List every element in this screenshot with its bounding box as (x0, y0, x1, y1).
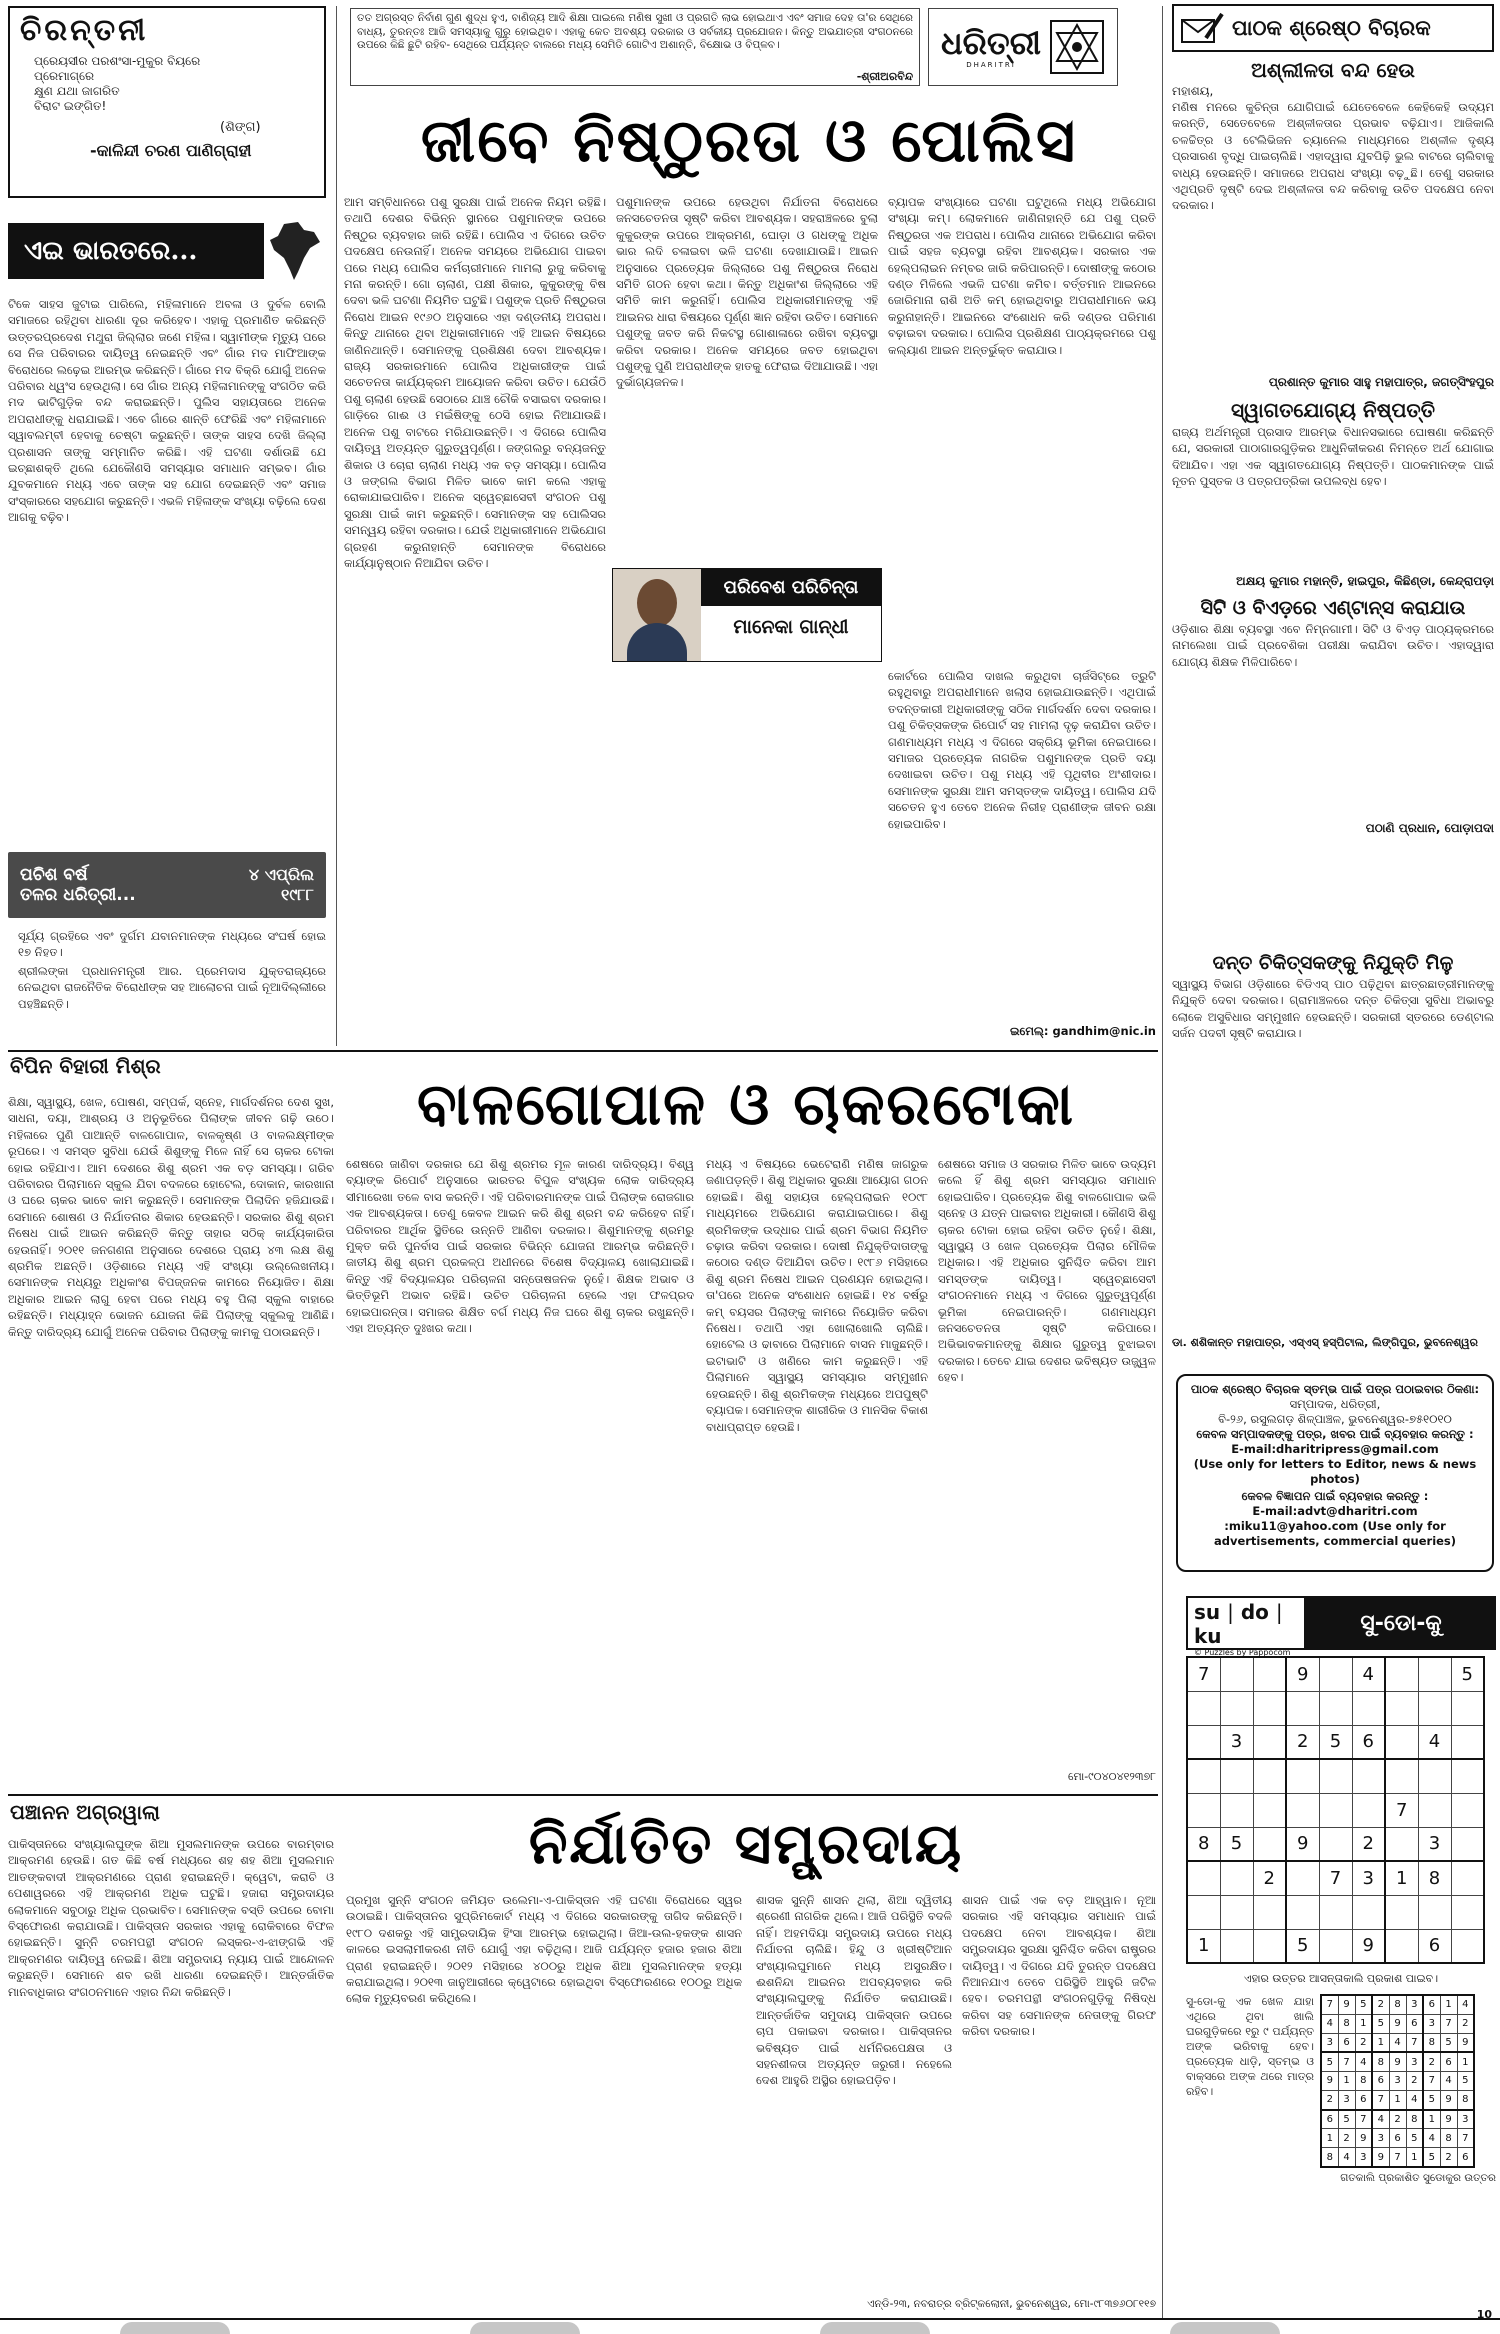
letter-1-title: ଅଶ୍ଲୀଳତା ବନ୍ଦ ହେଉ (1251, 58, 1415, 82)
sudoku-mini-cell: 3 (1338, 2091, 1355, 2110)
sudoku-mini-cell: 2 (1321, 2091, 1338, 2110)
article2-col-4: ଶେଷରେ ସମାଜ ଓ ସରକାର ମିଳିତ ଭାବେ ଉଦ୍ୟମ କଲେ ହିଁ ଶିଶୁ ଶ୍ରମ ସମସ୍ୟାର ସମାଧାନ ହୋଇପାରିବ। ପ୍ରତ୍ୟେକ ଶିଶୁ ବାଳଗୋପାଳ ଭଳି ସ୍ନେହ ଓ ଯତ୍ନ ପାଇବାର ଅଧିକାରୀ। କୌଣସି ଶିଶୁ ଚାକର ଟୋକା ହୋଇ ରହିବା ଉଚିତ ନୁହେଁ। ଶିକ୍ଷା, ସ୍ୱାସ୍ଥ୍ୟ ଓ ଖେଳ ପ୍ରତ୍ୟେକ ପିଲାର ମୌଳିକ ଅଧିକାର। ଏହି ଅଧିକାର ସୁନିଶ୍ଚିତ କରିବା ଆମ ସମସ୍ତଙ୍କ ଦାୟିତ୍ୱ। ସ୍ୱେଚ୍ଛାସେବୀ ସଂଗଠନମାନେ ମଧ୍ୟ ଏ ଦିଗରେ ଗୁରୁତ୍ୱପୂର୍ଣ୍ଣ ଭୂମିକା ନେଇପାରନ୍ତି। ଗଣମାଧ୍ୟମ ଜନସଚେତନତା ସୃଷ୍ଟି କରିପାରେ। ଅଭିଭାବକମାନଙ୍କୁ ଶିକ୍ଷାର ଗୁରୁତ୍ୱ ବୁଝାଇବା ଦରକାର। ତେବେ ଯାଇ ଦେଶର ଭବିଷ୍ୟତ ଉଜ୍ଜ୍ୱଳ ହେବ। (938, 1157, 1156, 1385)
sudoku-cell: 3 (1220, 1725, 1253, 1759)
sudoku-mini-row (1321, 2148, 1474, 2167)
sudoku-mini-row (1321, 2014, 1474, 2033)
sudoku-cell: 5 (1220, 1827, 1253, 1861)
sudoku-cell (1352, 1691, 1385, 1725)
sudoku-mini-cell: 6 (1321, 2110, 1338, 2129)
poem-line: ପ୍ରେୟସୀର ପରଶଂସା-ମୁକୁର ବିୟରେ (34, 54, 201, 68)
letter-2 (1172, 398, 1494, 589)
sudoku-mini-cell: 2 (1338, 2129, 1355, 2148)
sudoku-cell (1451, 1895, 1484, 1929)
sudoku-mini-cell: 7 (1423, 2071, 1440, 2090)
sudoku-cell (1319, 1691, 1352, 1725)
sudoku-cell: 4 (1418, 1725, 1451, 1759)
sudoku-cell (1253, 1827, 1286, 1861)
sudoku-cell (1253, 1929, 1286, 1963)
footer-tab (1170, 2322, 1280, 2334)
letters-banner (1172, 4, 1494, 52)
sudoku-cell (1220, 1929, 1253, 1963)
sudoku-cell: 6 (1352, 1725, 1385, 1759)
ei-bharatare-title: ଏଇ ଭାରତରେ... (24, 235, 198, 266)
article2-col-3: ମଧ୍ୟ ଏ ବିଷୟରେ ଭେଟେରାଣି ମଣିଷ ଜାଗରୁକ ଜଣାପଡ଼ନ୍ତି। ଶିଶୁ ଅଧିକାର ସୁରକ୍ଷା ଆୟୋଗ ଗଠନ ହୋଇଛି। ଶିଶୁ ସହାୟତା ହେଲ୍ପଲାଇନ ୧୦୯୮ ମାଧ୍ୟମରେ ଅଭିଯୋଗ କରାଯାଇପାରେ। ଶିଶୁ ଶ୍ରମିକଙ୍କ ଉଦ୍ଧାର ପାଇଁ ଶ୍ରମ ବିଭାଗ ନିୟମିତ ଚଢ଼ାଉ କରିବା ଦରକାର। ଦୋଷୀ ନିଯୁକ୍ତିଦାତାଙ୍କୁ କଠୋର ଦଣ୍ଡ ଦିଆଯିବା ଉଚିତ। ୧୯୮୬ ମସିହାରେ ଶିଶୁ ଶ୍ରମ ନିଷେଧ ଆଇନ ପ୍ରଣୟନ ହୋଇଥିଲା। ତା'ପରେ ଅନେକ ସଂଶୋଧନ ହୋଇଛି। ୧୪ ବର୍ଷରୁ କମ୍ ବୟସର ପିଲାଙ୍କୁ କାମରେ ନିୟୋଜିତ କରିବା ନିଷେଧ। ତଥାପି ଏହା ଖୋଲାଖୋଲି ଚାଲିଛି। ହୋଟେଲ ଓ ଢାବାରେ ପିଲାମାନେ ବାସନ ମାଜୁଛନ୍ତି। ଇଟାଭାଟି ଓ ଖଣିରେ କାମ କରୁଛନ୍ତି। ଏହି ପିଲାମାନେ ସ୍ୱାସ୍ଥ୍ୟ ସମସ୍ୟାର ସମ୍ମୁଖୀନ ହେଉଛନ୍ତି। ଶିଶୁ ଶ୍ରମିକଙ୍କ ମଧ୍ୟରେ ଅପପୁଷ୍ଟି ବ୍ୟାପକ। ସେମାନଙ୍କ ଶାରୀରିକ ଓ ମାନସିକ ବିକାଶ ବାଧାପ୍ରାପ୍ତ ହେଉଛି। (706, 1157, 928, 1434)
article3-col-3: ଶାସକ ସୁନ୍ନି ଶାସନ ଥିଲା, ଶିଆ ଦ୍ୱିତୀୟ ଶ୍ରେଣୀ ନାଗରିକ ଥିଲେ। ଆଜି ପରିସ୍ଥିତି ବଦଳି ନାହିଁ। ଅହମଦିୟା ସମ୍ପ୍ରଦାୟ ଉପରେ ମଧ୍ୟ ନିର୍ଯାତନା ଚାଲିଛି। ହିନ୍ଦୁ ଓ ଖ୍ରୀଷ୍ଟିଆନ ସଂଖ୍ୟାଲଘୁମାନେ ମଧ୍ୟ ଅସୁରକ୍ଷିତ। ଈଶନିନ୍ଦା ଆଇନର ଅପବ୍ୟବହାର କରି ସଂଖ୍ୟାଲଘୁଙ୍କୁ ନିର୍ଯାତିତ କରାଯାଉଛି। ଆନ୍ତର୍ଜାତିକ ସମୁଦାୟ ପାକିସ୍ତାନ ଉପରେ ଚାପ ପକାଇବା ଦରକାର। ପାକିସ୍ତାନର ଭବିଷ୍ୟତ ପାଇଁ ଧର୍ମନିରପେକ୍ଷତା ଓ ସହନଶୀଳତା ଅତ୍ୟନ୍ତ ଜରୁରୀ। ନହେଲେ ଦେଶ ଆହୁରି ଅସ୍ଥିର ହୋଇପଡ଼ିବ। (756, 1893, 952, 2088)
sudoku-cell: 3 (1352, 1861, 1385, 1895)
sudoku-cell (1286, 1895, 1319, 1929)
sudoku-mini-cell: 2 (1372, 1995, 1389, 2014)
sudoku-mini-cell: 4 (1423, 2129, 1440, 2148)
sudoku-mini-row (1321, 1995, 1474, 2014)
sudoku-mini-cell: 9 (1389, 2052, 1406, 2071)
sudoku-cell (1385, 1895, 1418, 1929)
sudoku-row (1187, 1861, 1484, 1895)
article3-headline: ନିର୍ଯାତିତ ସମ୍ପ୍ରଦାୟ (528, 1811, 964, 1877)
sudoku-mini-cell: 4 (1406, 2091, 1423, 2110)
dharitri-logo-sub: DHARITRI (966, 61, 1016, 69)
section-divider (8, 1050, 1158, 1052)
sudoku-how-to: ସୁ-ଡୋ-କୁ ଏକ ଖେଳ ଯାହା ଏଥିରେ ଥିବା ଖାଲି ଘରଗୁଡ଼ିକରେ ୧ରୁ ୯ ପର୍ଯ୍ୟନ୍ତ ଅଙ୍କ ଭରିବାକୁ ହେବ। ପ୍ରତ୍ୟେକ ଧାଡ଼ି, ସ୍ତମ୍ଭ ଓ ବାକ୍ସରେ ଅଙ୍କ ଥରେ ମାତ୍ର ରହିବ। (1186, 1995, 1314, 2098)
footer-tab (820, 2322, 930, 2334)
sudoku-mini-cell: 3 (1321, 2033, 1338, 2052)
sudoku-mini-cell: 1 (1423, 2110, 1440, 2129)
envelope-pen-icon (1180, 12, 1224, 44)
sudoku-mini-cell: 5 (1440, 2033, 1457, 2052)
sudoku-cell: 7 (1319, 1861, 1352, 1895)
sudoku-cell: 2 (1286, 1725, 1319, 1759)
footer-tab (120, 2322, 230, 2334)
sudoku-cell (1385, 1657, 1418, 1691)
sudoku-mini-cell: 5 (1457, 2071, 1474, 2090)
email-label: କେବଳ ସମ୍ପାଦକଙ୍କୁ ପତ୍ର, ଖବର ପାଇଁ ବ୍ୟବହାର କରନ୍ତୁ : (1196, 1427, 1474, 1441)
sudoku-mini-cell: 7 (1440, 2014, 1457, 2033)
chirantani-title: ଚିରନ୍ତନୀ (20, 13, 149, 48)
byline-label: ପରିବେଶ ପରିଚିନ୍ତା (701, 569, 881, 606)
sudoku-logo-do: do (1240, 1600, 1269, 1624)
sudoku-cell (1220, 1759, 1253, 1793)
sudoku-cell (1253, 1725, 1286, 1759)
footer-tab (470, 2322, 580, 2334)
letter-4-author: ଡା. ଶଶିକାନ୍ତ ମହାପାତ୍ର, ଏସ୍‌ଏସ୍ ହସ୍ପିଟାଲ, ଲିଙ୍ଗିପୁର, ଭୁବନେଶ୍ୱର (1172, 1336, 1478, 1349)
sudoku-mini-cell: 1 (1457, 2052, 1474, 2071)
sudoku-mini-row (1321, 2052, 1474, 2071)
sudoku-mini-cell: 8 (1389, 1995, 1406, 2014)
sudoku-mini-cell: 5 (1321, 2052, 1338, 2071)
sudoku-mini-cell: 3 (1423, 2014, 1440, 2033)
quote-box (350, 8, 920, 86)
sudoku-cell: 3 (1418, 1827, 1451, 1861)
pachisha-date-2: ୧୯୮୮ (281, 885, 314, 904)
sudoku-mini-cell: 4 (1440, 2071, 1457, 2090)
sudoku-mini-cell: 9 (1338, 1995, 1355, 2014)
chirantani-note: (ଶିଙ୍ଗ) (220, 120, 261, 135)
quote-author: -ଶ୍ରୀଅରବିନ୍ଦ (856, 70, 913, 83)
article3-author: ପଞ୍ଚାନନ ଅଗ୍ରୱାଲା (10, 1800, 160, 1824)
sudoku-mini-cell: 5 (1406, 2129, 1423, 2148)
sudoku-cell: 9 (1286, 1827, 1319, 1861)
author-photo (613, 569, 701, 661)
editor-email: E-mail:dharitripress@gmail.com (1231, 1442, 1439, 1456)
sudoku-mini-row (1321, 2129, 1474, 2148)
sudoku-cell (1385, 1759, 1418, 1793)
sudoku-cell: 2 (1352, 1827, 1385, 1861)
sudoku-cell (1352, 1793, 1385, 1827)
poem-line: କ୍ଷୁଣ ଯଥା ଜାଗରିତ (34, 84, 120, 98)
sudoku-cell (1319, 1827, 1352, 1861)
sudoku-cell (1451, 1827, 1484, 1861)
sudoku-cell (1451, 1929, 1484, 1963)
letters-column (1172, 4, 1494, 1076)
sudoku-cell (1319, 1793, 1352, 1827)
sudoku-mini-cell: 1 (1372, 2033, 1389, 2052)
article3-col-1: ପାକିସ୍ତାନରେ ସଂଖ୍ୟାଲଘୁଙ୍କ ଶିଆ ମୁସଲମାନଙ୍କ ଉପରେ ବାରମ୍ବାର ଆକ୍ରମଣ ହେଉଛି। ଗତ କିଛି ବର୍ଷ ମଧ୍ୟରେ ଶହ ଶହ ଶିଆ ମୁସଲମାନ ଆତଙ୍କବାଦୀ ଆକ୍ରମଣରେ ପ୍ରାଣ ହରାଇଛନ୍ତି। କ୍ୱେଟା, କରାଚି ଓ ପେଶାୱରରେ ଏହି ଆକ୍ରମଣ ଅଧିକ ଘଟୁଛି। ହଜାରା ସମ୍ପ୍ରଦାୟର ଲୋକମାନେ ସବୁଠାରୁ ଅଧିକ ପ୍ରଭାବିତ। ସେମାନଙ୍କ ବସ୍ତି ଉପରେ ବୋମା ବିସ୍ଫୋରଣ କରାଯାଉଛି। ପାକିସ୍ତାନ ସରକାର ଏହାକୁ ରୋକିବାରେ ବିଫଳ ହୋଇଛନ୍ତି। ସୁନ୍ନି ଚରମପନ୍ଥୀ ସଂଗଠନ ଲସ୍କର-ଏ-ଝାଙ୍ଗଭି ଏହି ଆକ୍ରମଣର ଦାୟିତ୍ୱ ନେଇଛି। ଶିଆ ସମ୍ପ୍ରଦାୟ ନ୍ୟାୟ ପାଇଁ ଆନ୍ଦୋଳନ କରୁଛନ୍ତି। ସେମାନେ ଶବ ରଖି ଧାରଣା ଦେଇଛନ୍ତି। ଆନ୍ତର୍ଜାତିକ ମାନବାଧିକାର ସଂଗଠନମାନେ ଏହାର ନିନ୍ଦା କରିଛନ୍ତି। (8, 1837, 334, 1999)
sudoku-cell: 5 (1451, 1657, 1484, 1691)
poem-line: ପ୍ରେମାଗ୍ରେ (34, 69, 95, 83)
article3-address: ଏନ୍‌ଡି-୨୩, ନବରାତ୍ର ବ୍ରିଟ୍‌କଲୋନୀ, ଭୁବନେଶ୍ୱର, ମୋ-୯୮୩୭୬୦୮୧୧୭ (867, 2298, 1156, 2310)
ad-email-2: :miku11@yahoo.com (Use only for advertisements, commercial queries) (1213, 1519, 1457, 1548)
sudoku-mini-cell: 1 (1406, 2148, 1423, 2167)
sudoku-mini-cell: 3 (1406, 2052, 1423, 2071)
letter-1-body: ମଣିଷ ମନରେ କୁଚିନ୍ତା ଯୋଗିପାଇଁ ଯେତେବେଳେ କେହିକେହି ଉଦ୍ୟମ କରନ୍ତି, ସେତେବେଳେ ଅଶ୍ଳୀଳତାର ପ୍ରଭାବ ବଢ଼ିଯାଏ। ଆଜିକାଲି ଚଳଚ୍ଚିତ୍ର ଓ ଟେଲିଭିଜନ ଚ୍ୟାନେଲ ମାଧ୍ୟମରେ ଅଶ୍ଳୀଳ ଦୃଶ୍ୟ ପ୍ରସାରଣ ବୃଦ୍ଧି ପାଇଚାଲିଛି। ଏହାଦ୍ୱାରା ଯୁବପିଢ଼ି ଭୁଲ ବାଟରେ ଚାଲିବାକୁ ବାଧ୍ୟ ହେଉଛନ୍ତି। ସମାଜରେ ଅପରାଧ ସଂଖ୍ୟା ବଢ଼ୁଛି। ତେଣୁ ସରକାର ଏଥିପ୍ରତି ଦୃଷ୍ଟି ଦେଇ ଅଶ୍ଳୀଳତା ବନ୍ଦ କରିବାକୁ ଉଚିତ ପଦକ୍ଷେପ ନେବା ଦରକାର। (1172, 100, 1494, 213)
sudoku-mini-cell: 7 (1406, 2033, 1423, 2052)
letter-1-author: ପ୍ରଶାନ୍ତ କୁମାର ସାହୁ ମହାପାତ୍ର, ଜଗତ୍ସିଂହପୁର (1268, 375, 1494, 389)
article1-col-3: ବ୍ୟାପକ ସଂଖ୍ୟାରେ ଘଟଣା ଘଟୁଥିଲେ ମଧ୍ୟ ଅଭିଯୋଗ ସଂଖ୍ୟା କମ୍। ଲୋକମାନେ ଜାଣିନାହାନ୍ତି ଯେ ପଶୁ ପ୍ରତି ନିଷ୍ଠୁରତା ଏକ ଅପରାଧ। ପୋଲିସ ଥାନାରେ ଅଭିଯୋଗ କରିବା ପାଇଁ ସହଜ ବ୍ୟବସ୍ଥା ରହିବା ଆବଶ୍ୟକ। ସରକାର ଏକ ହେଲ୍ପଲାଇନ ନମ୍ବର ଜାରି କରିପାରନ୍ତି। ଦୋଷୀଙ୍କୁ କଠୋର ଦଣ୍ଡ ମିଳିଲେ ଏଭଳି ଘଟଣା କମିବ। ବର୍ତ୍ତମାନ ଆଇନରେ ଜୋରିମାନା ରାଶି ଅତି କମ୍ ହୋଇଥିବାରୁ ଅପରାଧୀମାନେ ଭୟ କରୁନାହାନ୍ତି। ଆଇନରେ ସଂଶୋଧନ କରି ଦଣ୍ଡର ପରିମାଣ ବଢ଼ାଇବା ଦରକାର। ପୋଲିସ ପ୍ରଶିକ୍ଷଣ ପାଠ୍ୟକ୍ରମରେ ପଶୁ କଲ୍ୟାଣ ଆଇନ ଅନ୍ତର୍ଭୁକ୍ତ କରାଯାଉ। (888, 195, 1156, 357)
chirantani-author: -କାଳିନ୍ଦୀ ଚରଣ ପାଣିଗ୍ରାହୀ (90, 141, 252, 160)
column-divider (336, 6, 337, 1046)
sudoku-yesterday-label: ଗତକାଲି ପ୍ରକାଶିତ ସୁଡୋକୁର ଉତ୍ତର (1340, 2172, 1496, 2184)
sudoku-cell: 1 (1187, 1929, 1220, 1963)
letter-3-title: ସିଟି ଓ ବିଏଡ଼ରେ ଏଣ୍ଟାନ୍ସ କରାଯାଉ (1200, 597, 1466, 619)
sudoku-cell (1253, 1895, 1286, 1929)
sudoku-mini-cell: 4 (1389, 2033, 1406, 2052)
sudoku-mini-cell: 2 (1406, 2071, 1423, 2090)
sudoku-mini-cell: 2 (1355, 2033, 1372, 2052)
letter-4-body: ସ୍ୱାସ୍ଥ୍ୟ ବିଭାଗ ଓଡ଼ିଶାରେ ବିଡିଏସ୍ ପାଠ ପଢ଼ିଥିବା ଛାତ୍ରଛାତ୍ରୀମାନଙ୍କୁ ନିଯୁକ୍ତି ଦେବା ଦରକାର। ଗ୍ରାମାଞ୍ଚଳରେ ଦନ୍ତ ଚିକିତ୍ସା ସୁବିଧା ଅଭାବରୁ ଲୋକେ ଅସୁବିଧାର ସମ୍ମୁଖୀନ ହେଉଛନ୍ତି। ସରକାରୀ ସ୍ତରରେ ଡେଣ୍ଟାଲ ସର୍ଜନ ପଦବୀ ସୃଷ୍ଟି କରାଯାଉ। (1172, 977, 1494, 1041)
sudoku-cell (1451, 1759, 1484, 1793)
sudoku-mini-cell: 3 (1406, 1995, 1423, 2014)
sudoku-mini-cell: 6 (1406, 2014, 1423, 2033)
article2-headline: ବାଳଗୋପାଳ ଓ ଚାକରଟୋକା (417, 1070, 1075, 1138)
ad-email: E-mail:advt@dharitri.com (1252, 1504, 1418, 1518)
sudoku-cell (1451, 1691, 1484, 1725)
sudoku-cell (1451, 1725, 1484, 1759)
letter-3-author: ପଠାଣି ପ୍ରଧାନ, ପୋଡ଼ାପଦା (1365, 821, 1494, 835)
sudoku-mini-cell: 6 (1338, 2033, 1355, 2052)
sudoku-cell: 9 (1352, 1929, 1385, 1963)
sudoku-mini-cell: 6 (1423, 1995, 1440, 2014)
sudoku-mini-cell: 9 (1355, 2129, 1372, 2148)
sudoku-row (1187, 1827, 1484, 1861)
sudoku-cell (1418, 1895, 1451, 1929)
sudoku-cell (1220, 1691, 1253, 1725)
byline-name: ମାନେକା ଗାନ୍ଧୀ (733, 616, 849, 638)
sudoku-mini-cell: 2 (1457, 2014, 1474, 2033)
letter-3-body: ଓଡ଼ିଶାର ଶିକ୍ଷା ବ୍ୟବସ୍ଥା ଏବେ ନିମ୍ନଗାମୀ। ସିଟି ଓ ବିଏଡ଼ ପାଠ୍ୟକ୍ରମରେ ନାମଲେଖା ପାଇଁ ପ୍ରବେଶିକା ପରୀକ୍ଷା କରାଯିବା ଉଚିତ। ଏହାଦ୍ୱାରା ଯୋଗ୍ୟ ଶିକ୍ଷକ ମିଳିପାରିବେ। (1172, 622, 1494, 669)
address-title: ପାଠକ ଶ୍ରେଷ୍ଠ ବିଚାରକ ସ୍ତମ୍ଭ ପାଇଁ ପତ୍ର ପଠାଇବାର ଠିକଣା: (1190, 1382, 1480, 1396)
article1-byline-box (612, 568, 882, 662)
article1-col-1: ଆମ ସମ୍ବିଧାନରେ ପଶୁ ସୁରକ୍ଷା ପାଇଁ ଅନେକ ନିୟମ ରହିଛି। ତଥାପି ଦେଶର ବିଭିନ୍ନ ସ୍ଥାନରେ ପଶୁମାନଙ୍କ ଉପରେ ନିଷ୍ଠୁର ବ୍ୟବହାର ଜାରି ରହିଛି। ପୋଲିସ ଏ ଦିଗରେ ଉଚିତ ପଦକ୍ଷେପ ନେଉନାହିଁ। ଅନେକ ସମୟରେ ଅଭିଯୋଗ ପାଇବା ପରେ ମଧ୍ୟ ପୋଲିସ କର୍ମଚାରୀମାନେ ମାମଲା ରୁଜୁ କରିବାକୁ ମନା କରନ୍ତି। ଗୋ ଚାଲାଣ, ପକ୍ଷୀ ଶିକାର, କୁକୁରଙ୍କୁ ବିଷ ଦେବା ଭଳି ଘଟଣା ନିୟମିତ ଘଟୁଛି। ପଶୁଙ୍କ ପ୍ରତି ନିଷ୍ଠୁରତା ନିରୋଧ ଆଇନ ୧୯୬୦ ଅନୁସାରେ ଏହା ଦଣ୍ଡନୀୟ ଅପରାଧ। କିନ୍ତୁ ଥାନାରେ ଥିବା ଅଧିକାରୀମାନେ ଏହି ଆଇନ ବିଷୟରେ ଜାଣିନଥାନ୍ତି। ସେମାନଙ୍କୁ ପ୍ରଶିକ୍ଷଣ ଦେବା ଆବଶ୍ୟକ। ରାଜ୍ୟ ସରକାରମାନେ ପୋଲିସ ଅଧିକାରୀଙ୍କ ପାଇଁ ସଚେତନତା କାର୍ଯ୍ୟକ୍ରମ ଆୟୋଜନ କରିବା ଉଚିତ। ଯେଉଁଠି ପଶୁ ଚାଲାଣ ହେଉଛି ସେଠାରେ ଯାଞ୍ଚ ଚୌକି ବସାଇବା ଦରକାର। ଗାଡ଼ିରେ ଗାଈ ଓ ମଇଁଷିଙ୍କୁ ଠେସି ହୋଇ ନିଆଯାଉଛି। ଅନେକ ପଶୁ ବାଟରେ ମରିଯାଉଛନ୍ତି। ଏ ଦିଗରେ ପୋଲିସ ଦାୟିତ୍ୱ ଅତ୍ୟନ୍ତ ଗୁରୁତ୍ୱପୂର୍ଣ୍ଣ। ଜଙ୍ଗଲରୁ ବନ୍ୟଜନ୍ତୁ ଶିକାର ଓ ଚୋରା ଚାଲାଣ ମଧ୍ୟ ଏକ ବଡ଼ ସମସ୍ୟା। ପୋଲିସ ଓ ଜଙ୍ଗଲ ବିଭାଗ ମିଳିତ ଭାବେ କାମ କଲେ ଏହାକୁ ରୋକାଯାଇପାରିବ। ଅନେକ ସ୍ୱେଚ୍ଛାସେବୀ ସଂଗଠନ ପଶୁ ସୁରକ୍ଷା ପାଇଁ କାମ କରୁଛନ୍ତି। ସେମାନଙ୍କ ସହ ପୋଲିସର ସମନ୍ୱୟ ରହିବା ଦରକାର। ଯେଉଁ ଅଧିକାରୀମାନେ ଅଭିଯୋଗ ଗ୍ରହଣ କରୁନାହାନ୍ତି ସେମାନଙ୍କ ବିରୋଧରେ କାର୍ଯ୍ୟାନୁଷ୍ଠାନ ନିଆଯିବା ଉଚିତ। (344, 195, 606, 570)
sudoku-logo-ku: ku (1194, 1624, 1222, 1648)
sudoku-mini-row (1321, 2110, 1474, 2129)
sudoku-mini-cell: 9 (1440, 2110, 1457, 2129)
sudoku-cell (1418, 1793, 1451, 1827)
sudoku-mini-cell: 9 (1372, 2148, 1389, 2167)
article2-author: ବିପିନ ବିହାରୀ ମିଶ୍ର (10, 1054, 161, 1078)
sudoku-mini-cell: 9 (1440, 2091, 1457, 2110)
sudoku-cell: 2 (1253, 1861, 1286, 1895)
sudoku-mini-cell: 9 (1389, 2014, 1406, 2033)
editor-email-note: (Use only for letters to Editor, news & news photos) (1193, 1457, 1477, 1486)
sudoku-cell: 1 (1385, 1861, 1418, 1895)
sudoku-cell (1352, 1895, 1385, 1929)
sudoku-cell (1319, 1929, 1352, 1963)
sudoku-cell (1418, 1759, 1451, 1793)
sudoku-mini-cell: 2 (1389, 2110, 1406, 2129)
article2-col-1: ଶିକ୍ଷା, ସ୍ୱାସ୍ଥ୍ୟ, ଖେଳ, ପୋଷଣ, ସମ୍ପର୍କ, ସ୍ନେହ, ମାର୍ଗଦର୍ଶନର ଦେଶ ସୁଖ, ସାଧନା, ଦୟା, ଆଶ୍ରୟ ଓ ଅନୁଭୂତିରେ ପିଲାଙ୍କ ଜୀବନ ଗଢ଼ି ଉଠେ। ମହିଳାରେ ପୁଣି ପାଆନ୍ତି ବାଳଗୋପାଳ, ବାଳକୃଷ୍ଣ ଓ ବାଳଲକ୍ଷ୍ମୀଙ୍କ ରୂପରେ। ଏ ସମସ୍ତ ସୁବିଧା ଯେଉଁ ଶିଶୁଙ୍କୁ ମିଳେ ନାହିଁ ସେ ଚାକର ଟୋକା ହୋଇ ରହିଯାଏ। ଆମ ଦେଶରେ ଶିଶୁ ଶ୍ରମ ଏକ ବଡ଼ ସମସ୍ୟା। ଗରିବ ପରିବାରର ପିଲାମାନେ ସ୍କୁଲ ଯିବା ବଦଳରେ ହୋଟେଲ, ଦୋକାନ, କାରଖାନା ଓ ଘରେ ଚାକର ଭାବେ କାମ କରୁଛନ୍ତି। ସେମାନଙ୍କ ପିଲାଦିନ ହଜିଯାଉଛି। ସେମାନେ ଶୋଷଣ ଓ ନିର୍ଯାତନାର ଶିକାର ହେଉଛନ୍ତି। ସରକାର ଶିଶୁ ଶ୍ରମ ନିଷେଧ ପାଇଁ ଆଇନ କରିଛନ୍ତି କିନ୍ତୁ ତାହାର ସଠିକ୍ କାର୍ଯ୍ୟକାରିତା ହେଉନାହିଁ। ୨୦୧୧ ଜନଗଣନା ଅନୁସାରେ ଦେଶରେ ପ୍ରାୟ ୪୩ ଲକ୍ଷ ଶିଶୁ ଶ୍ରମିକ ଅଛନ୍ତି। ଓଡ଼ିଶାରେ ମଧ୍ୟ ଏହି ସଂଖ୍ୟା ଉଲ୍ଲେଖନୀୟ। ସେମାନଙ୍କ ମଧ୍ୟରୁ ଅଧିକାଂଶ ବିପଜ୍ଜନକ କାମରେ ନିୟୋଜିତ। ଶିକ୍ଷା ଅଧିକାର ଆଇନ ଲାଗୁ ହେବା ପରେ ମଧ୍ୟ ବହୁ ପିଲା ସ୍କୁଲ ବାହାରେ ରହିଛନ୍ତି। ମଧ୍ୟାହ୍ନ ଭୋଜନ ଯୋଜନା କିଛି ପିଲାଙ୍କୁ ସ୍କୁଲକୁ ଆଣିଛି। କିନ୍ତୁ ଦାରିଦ୍ର୍ୟ ଯୋଗୁଁ ଅନେକ ପରିବାର ପିଲାଙ୍କୁ କାମକୁ ପଠାଉଛନ୍ତି। (8, 1095, 334, 1339)
sudoku-cell (1220, 1793, 1253, 1827)
sudoku-mini-row (1321, 2071, 1474, 2090)
sudoku-cell (1286, 1759, 1319, 1793)
sudoku-mini-cell: 1 (1440, 1995, 1457, 2014)
sudoku-cell: 8 (1418, 1861, 1451, 1895)
sudoku-mini-cell: 2 (1423, 2052, 1440, 2071)
sudoku-mini-cell: 6 (1440, 2052, 1457, 2071)
sudoku-mini-cell: 5 (1423, 2091, 1440, 2110)
sudoku-mini-cell: 1 (1389, 2091, 1406, 2110)
poem-line: ବିରାଟ ଇଙ୍ଗିତ! (34, 99, 107, 113)
sudoku-row (1187, 1657, 1484, 1691)
sudoku-mini-cell: 3 (1389, 2071, 1406, 2090)
sudoku-cell (1187, 1793, 1220, 1827)
sudoku-mini-row (1321, 2091, 1474, 2110)
sudoku-mini-cell: 4 (1321, 2014, 1338, 2033)
sudoku-credit: © Puzzles by Pappocom (1194, 1648, 1291, 1657)
sudoku-cell: 8 (1187, 1827, 1220, 1861)
sudoku-grid (1186, 1656, 1485, 1964)
sudoku-mini-cell: 5 (1338, 2110, 1355, 2129)
sudoku-cell (1220, 1861, 1253, 1895)
sudoku-row (1187, 1895, 1484, 1929)
address-line: ବି-୨୬, ରସୁଲଗଡ଼ ଶିଳ୍ପାଞ୍ଚଳ, ଭୁବନେଶ୍ୱର-୭୫୧୦୧୦ (1218, 1412, 1452, 1426)
sudoku-row (1187, 1725, 1484, 1759)
letter-1 (1172, 58, 1494, 390)
sudoku-cell (1187, 1861, 1220, 1895)
sudoku-mini-cell: 3 (1457, 2110, 1474, 2129)
article1-col-2: ପଶୁମାନଙ୍କ ଉପରେ ହେଉଥିବା ନିର୍ଯାତନା ବିରୋଧରେ ଜନସଚେତନତା ସୃଷ୍ଟି କରିବା ଆବଶ୍ୟକ। ସହରାଞ୍ଚଳରେ ବୁଲା କୁକୁରଙ୍କ ଉପରେ ଆକ୍ରମଣ, ଘୋଡ଼ା ଓ ଗଧଙ୍କୁ ଅଧିକ ଭାର ଲଦି ଚଳାଇବା ଭଳି ଘଟଣା ଦେଖାଯାଉଛି। ଆଇନ ଅନୁସାରେ ପ୍ରତ୍ୟେକ ଜିଲ୍ଲାରେ ପଶୁ ନିଷ୍ଠୁରତା ନିରୋଧ ସମିତି ଗଠନ ହେବା କଥା। କିନ୍ତୁ ଅଧିକାଂଶ ଜିଲ୍ଲାରେ ଏହି ସମିତି କାମ କରୁନାହିଁ। ପୋଲିସ ଅଧିକାରୀମାନଙ୍କୁ ଏହି ଆଇନର ଧାରା ବିଷୟରେ ପୂର୍ଣ୍ଣ ଜ୍ଞାନ ରହିବା ଉଚିତ। ସେମାନେ ପଶୁଙ୍କୁ ଜବତ କରି ନିକଟସ୍ଥ ଗୋଶାଳାରେ ରଖିବା ବ୍ୟବସ୍ଥା କରିବା ଦରକାର। ଅନେକ ସମୟରେ ଜବତ ହୋଇଥିବା ପଶୁଙ୍କୁ ପୁଣି ଅପରାଧୀଙ୍କ ହାତକୁ ଫେରାଇ ଦିଆଯାଉଛି। ଏହା ଦୁର୍ଭାଗ୍ୟଜନକ। (616, 195, 878, 390)
sudoku-cell (1385, 1929, 1418, 1963)
letter-3 (1172, 597, 1494, 836)
sudoku-mini-cell: 3 (1372, 2129, 1389, 2148)
ei-bharatare-body: ଟିକେ ସାହସ ଜୁଟାଇ ପାରିଲେ, ମହିଳାମାନେ ଅବଳା ଓ ଦୁର୍ବଳ ବୋଲି ସମାଜରେ ରହିଥିବା ଧାରଣା ଦୂର କରିହେବ। ଏହାକୁ ପ୍ରମାଣିତ କରିଛନ୍ତି ଉତ୍ତରପ୍ରଦେଶ ମଥୁରା ଜିଲ୍ଲାର ଜଣେ ମହିଳା। ସ୍ୱାମୀଙ୍କ ମୃତ୍ୟୁ ପରେ ସେ ନିଜ ପରିବାରର ଦାୟିତ୍ୱ ନେଇଛନ୍ତି ଏବଂ ଗାଁର ମଦ ମାଫିଆଙ୍କ ବିରୋଧରେ ଲଢ଼େଇ ଆରମ୍ଭ କରିଛନ୍ତି। ଗାଁରେ ମଦ ବିକ୍ରି ଯୋଗୁଁ ଅନେକ ପରିବାର ଧ୍ୱଂସ ହେଉଥିଲା। ସେ ଗାଁର ଅନ୍ୟ ମହିଳାମାନଙ୍କୁ ସଂଗଠିତ କରି ମଦ ଭାଟିଗୁଡ଼ିକ ବନ୍ଦ କରାଇଛନ୍ତି। ପୁଲିସ ସହାୟତାରେ ଅନେକ ଅପରାଧୀଙ୍କୁ ଧରାଯାଇଛି। ଏବେ ଗାଁରେ ଶାନ୍ତି ଫେରିଛି ଏବଂ ମହିଳାମାନେ ସ୍ୱାବଲମ୍ବୀ ହେବାକୁ ଚେଷ୍ଟା କରୁଛନ୍ତି। ତାଙ୍କ ସାହସ ଦେଖି ଜିଲ୍ଲା ପ୍ରଶାସନ ତାଙ୍କୁ ସମ୍ମାନିତ କରିଛି। ଏହି ଘଟଣା ଦର୍ଶାଉଛି ଯେ ଇଚ୍ଛାଶକ୍ତି ଥିଲେ ଯେକୌଣସି ସମସ୍ୟାର ସମାଧାନ ସମ୍ଭବ। ଗାଁର ଯୁବକମାନେ ମଧ୍ୟ ଏବେ ତାଙ୍କ ସହ ଯୋଗ ଦେଇଛନ୍ତି ଏବଂ ସମାଜ ସଂସ୍କାରରେ ସହଯୋଗ କରୁଛନ୍ତି। ଏଭଳି ମହିଳାଙ୍କ ସଂଖ୍ୟା ବଢ଼ିଲେ ଦେଶ ଆଗକୁ ବଢ଼ିବ। (8, 297, 326, 525)
dharitri-logo: ଧରିତ୍ରୀ (941, 24, 1041, 62)
pachisha-date-1: ୪ ଏପ୍ରିଲ (248, 865, 314, 884)
sudoku-cell (1220, 1895, 1253, 1929)
address-line: ସମ୍ପାଦକ, ଧରିତ୍ରୀ, (1289, 1397, 1381, 1411)
sudoku-cell: 9 (1286, 1657, 1319, 1691)
sudoku-mini-cell: 7 (1389, 2148, 1406, 2167)
pachisha-box (8, 852, 326, 918)
sudoku-mini-cell: 4 (1338, 2148, 1355, 2167)
dharitri-masthead (928, 8, 1118, 86)
sudoku-box (1186, 1596, 1496, 2316)
article2-col-2: ଶେଷରେ ଜାଣିବା ଦରକାର ଯେ ଶିଶୁ ଶ୍ରମର ମୂଳ କାରଣ ଦାରିଦ୍ର୍ୟ। ବିଶ୍ୱ ବ୍ୟାଙ୍କ ରିପୋର୍ଟ ଅନୁସାରେ ଭାରତର ବିପୁଳ ସଂଖ୍ୟକ ଲୋକ ଦାରିଦ୍ର୍ୟ ସୀମାରେଖା ତଳେ ବାସ କରନ୍ତି। ଏହି ପରିବାରମାନଙ୍କ ପାଇଁ ପିଲାଙ୍କ ରୋଜଗାର ଏକ ଆବଶ୍ୟକତା। ତେଣୁ କେବଳ ଆଇନ କରି ଶିଶୁ ଶ୍ରମ ବନ୍ଦ କରିହେବ ନାହିଁ। ପରିବାରର ଆର୍ଥିକ ସ୍ଥିତିରେ ଉନ୍ନତି ଆଣିବା ଦରକାର। ଶିଶୁମାନଙ୍କୁ ଶ୍ରମରୁ ମୁକ୍ତ କରି ପୁନର୍ବାସ ପାଇଁ ସରକାର ବିଭିନ୍ନ ଯୋଜନା ଆରମ୍ଭ କରିଛନ୍ତି। ଜାତୀୟ ଶିଶୁ ଶ୍ରମ ପ୍ରକଳ୍ପ ଅଧୀନରେ ବିଶେଷ ବିଦ୍ୟାଳୟ ଖୋଲାଯାଇଛି। କିନ୍ତୁ ଏହି ବିଦ୍ୟାଳୟର ପରିଚାଳନା ସନ୍ତୋଷଜନକ ନୁହେଁ। ଶିକ୍ଷକ ଅଭାବ ଓ ଭିତ୍ତିଭୂମି ଅଭାବ ରହିଛି। ଉଚିତ ପରିଚାଳନା ହେଲେ ଏହା ଫଳପ୍ରଦ ହୋଇପାରନ୍ତା। ସମାଜର ଶିକ୍ଷିତ ବର୍ଗ ମଧ୍ୟ ନିଜ ଘରେ ଶିଶୁ ଚାକର ରଖୁଛନ୍ତି। ଏହା ଅତ୍ୟନ୍ତ ଦୁଃଖର କଥା। (346, 1157, 694, 1336)
article3-col-4: ଶାସନ ପାଇଁ ଏକ ବଡ଼ ଆହ୍ୱାନ। ନୂଆ ସରକାର ଏହି ସମସ୍ୟାର ସମାଧାନ ପାଇଁ ପଦକ୍ଷେପ ନେବା ଆବଶ୍ୟକ। ଶିଆ ସମ୍ପ୍ରଦାୟର ସୁରକ୍ଷା ସୁନିଶ୍ଚିତ କରିବା ରାଷ୍ଟ୍ରର ଦାୟିତ୍ୱ। ଏ ଦିଗରେ ଯଦି ତୁରନ୍ତ ପଦକ୍ଷେପ ନିଆନଯାଏ ତେବେ ପରିସ୍ଥିତି ଆହୁରି ଜଟିଳ ହେବ। ଚରମପନ୍ଥୀ ସଂଗଠନଗୁଡ଼ିକୁ ନିଷିଦ୍ଧ କରିବା ସହ ସେମାନଙ୍କ ନେତାଙ୍କୁ ଗିରଫ କରିବା ଦରକାର। (962, 1893, 1156, 2039)
sudoku-mini-cell: 5 (1372, 2014, 1389, 2033)
sudoku-cell (1286, 1861, 1319, 1895)
sudoku-cell (1220, 1657, 1253, 1691)
sudoku-cell (1319, 1759, 1352, 1793)
sudoku-cell (1385, 1827, 1418, 1861)
sudoku-row (1187, 1759, 1484, 1793)
sudoku-cell (1352, 1759, 1385, 1793)
sudoku-mini-cell: 7 (1321, 1995, 1338, 2014)
sudoku-cell: 7 (1187, 1657, 1220, 1691)
sudoku-cell (1319, 1657, 1352, 1691)
letter-2-author: ଅକ୍ଷୟ କୁମାର ମହାନ୍ତି, ହାଇପୁର, କିଛିଣ୍ଡା, କେନ୍ଦ୍ରାପଡ଼ା (1236, 574, 1494, 588)
sudoku-mini-cell: 1 (1355, 2014, 1372, 2033)
sudoku-cell: 4 (1352, 1657, 1385, 1691)
sudoku-cell: 6 (1418, 1929, 1451, 1963)
sudoku-mini-cell: 8 (1457, 2091, 1474, 2110)
sudoku-cell (1286, 1691, 1319, 1725)
india-map-icon (264, 218, 326, 284)
article1-headline: ଜୀବେ ନିଷ୍ଠୁରତା ଓ ପୋଲିସ (420, 106, 1078, 176)
letter-4 (1172, 952, 1494, 1360)
sudoku-mini-cell: 5 (1423, 2148, 1440, 2167)
sudoku-cell (1187, 1759, 1220, 1793)
sudoku-cell (1319, 1895, 1352, 1929)
ei-bharatare-header (8, 218, 326, 284)
sudoku-cell (1451, 1793, 1484, 1827)
sudoku-mini-cell: 3 (1355, 2148, 1372, 2167)
column-divider (1162, 6, 1163, 2318)
sudoku-cell (1418, 1691, 1451, 1725)
sudoku-mini-cell: 6 (1372, 2071, 1389, 2090)
sudoku-row (1187, 1691, 1484, 1725)
sudoku-cell (1286, 1793, 1319, 1827)
sudoku-cell (1253, 1657, 1286, 1691)
letters-banner-title: ପାଠକ ଶ୍ରେଷ୍ଠ ବିଚାରକ (1232, 15, 1431, 40)
sudoku-mini-cell: 9 (1321, 2071, 1338, 2090)
chirantani-box (8, 6, 326, 198)
sudoku-mini-cell: 8 (1321, 2148, 1338, 2167)
letter-2-title: ସ୍ୱାଗତଯୋଗ୍ୟ ନିଷ୍ପତ୍ତି (1231, 398, 1435, 422)
sudoku-header: su | do | ku © Puzzles by Pappocom ସୁ-ଡୋ-କୁ (1186, 1596, 1496, 1650)
page-number: 10 (1476, 2308, 1492, 2321)
sudoku-answer-note: ଏହାର ଉତ୍ତର ଆସନ୍ତାକାଲି ପ୍ରକାଶ ପାଇବ। (1243, 1972, 1439, 1985)
sudoku-mini-cell: 8 (1372, 2052, 1389, 2071)
sudoku-mini-cell: 2 (1440, 2148, 1457, 2167)
sudoku-cell: 5 (1319, 1725, 1352, 1759)
sudoku-mini-cell: 8 (1338, 2014, 1355, 2033)
address-box (1176, 1374, 1494, 1572)
sudoku-cell (1451, 1861, 1484, 1895)
pachisha-label-2: ତଳର ଧରିତ୍ରୀ... (20, 885, 136, 905)
sudoku-mini-cell: 4 (1355, 2052, 1372, 2071)
sudoku-mini-cell: 6 (1457, 2148, 1474, 2167)
article1-col-3b: କୋର୍ଟରେ ପୋଲିସ ଦାଖଲ କରୁଥିବା ଚାର୍ଜସିଟ୍‌ରେ ତ୍ରୁଟି ରହୁଥିବାରୁ ଅପରାଧୀମାନେ ଖଲାସ ହୋଇଯାଉଛନ୍ତି। ଏଥିପାଇଁ ତଦନ୍ତକାରୀ ଅଧିକାରୀଙ୍କୁ ସଠିକ ମାର୍ଗଦର୍ଶନ ଦେବା ଦରକାର। ପଶୁ ଚିକିତ୍ସକଙ୍କ ରିପୋର୍ଟ ସହ ମାମଲା ଦୃଢ଼ କରାଯିବା ଉଚିତ। ଗଣମାଧ୍ୟମ ମଧ୍ୟ ଏ ଦିଗରେ ସକ୍ରିୟ ଭୂମିକା ନେଇପାରେ। ସମାଜର ପ୍ରତ୍ୟେକ ନାଗରିକ ପଶୁମାନଙ୍କ ପ୍ରତି ଦୟା ଦେଖାଇବା ଉଚିତ। ପଶୁ ମଧ୍ୟ ଏହି ପୃଥିବୀର ଅଂଶୀଦାର। ସେମାନଙ୍କ ସୁରକ୍ଷା ଆମ ସମସ୍ତଙ୍କ ଦାୟିତ୍ୱ। ପୋଲିସ ଯଦି ସଚେତନ ହୁଏ ତେବେ ଅନେକ ନିରୀହ ପ୍ରାଣୀଙ୍କ ଜୀବନ ରକ୍ଷା ହୋଇପାରିବ। (888, 669, 1156, 831)
letter-4-title: ଦନ୍ତ ଚିକିତ୍ସକଙ୍କୁ ନିଯୁକ୍ତି ମିଳୁ (1212, 952, 1454, 974)
pachisha-item: ସୂର୍ଯ୍ୟ ଗ୍ରହିରେ ଏବଂ ଦୁର୍ଗମ ଯବାନମାନଙ୍କ ମଧ୍ୟରେ ସଂଘର୍ଷ ହୋଇ ୧୭ ନିହତ। (18, 929, 326, 960)
sudoku-cell (1187, 1691, 1220, 1725)
chirantani-poem (34, 54, 314, 114)
sudoku-mini-cell: 5 (1355, 1995, 1372, 2014)
sudoku-mini-cell: 7 (1372, 2091, 1389, 2110)
sudoku-cell (1385, 1691, 1418, 1725)
sudoku-mini-cell: 7 (1338, 2052, 1355, 2071)
sudoku-cell (1385, 1725, 1418, 1759)
sudoku-mini-cell: 1 (1338, 2071, 1355, 2090)
sudoku-mini-cell: 4 (1372, 2110, 1389, 2129)
sudoku-mini-row (1321, 2033, 1474, 2052)
letter-1-salutation: ମହାଶୟ, (1172, 84, 1214, 98)
sudoku-cell (1418, 1657, 1451, 1691)
section-divider (8, 1794, 1158, 1796)
article2-phone: ମୋ-୯୦୪୦୪୧୨୩୭୮ (1067, 1770, 1156, 1783)
sudoku-mini-cell: 8 (1355, 2071, 1372, 2090)
sudoku-mini-cell: 6 (1355, 2091, 1372, 2110)
pachisha-item: ଶ୍ରୀଲଙ୍କା ପ୍ରଧାନମନ୍ତ୍ରୀ ଆର. ପ୍ରେମଦାସ ଯୁକ୍ତରାଜ୍ୟରେ ନେଇଥିବା ରାଜନୈତିକ ବିରୋଧୀଙ୍କ ସହ ଆଲୋଚନା ପାଇଁ ନୂଆଦିଲ୍ଲୀରେ ପହଞ୍ଚିଛନ୍ତି। (18, 963, 326, 1011)
ad-label: କେବଳ ବିଜ୍ଞାପନ ପାଇଁ ବ୍ୟବହାର କରନ୍ତୁ : (1241, 1489, 1429, 1503)
pachisha-items (8, 928, 326, 1048)
sudoku-mini-cell: 8 (1406, 2110, 1423, 2129)
letter-2-body: ରାଜ୍ୟ ଅର୍ଥମନ୍ତ୍ରୀ ପ୍ରସାଦ ଆରମ୍ଭ ବିଧାନସଭାରେ ଘୋଷଣା କରିଛନ୍ତି ଯେ, ସରକାରୀ ପାଠାଗାରଗୁଡ଼ିକର ଆଧୁନିକୀକରଣ ନିମନ୍ତେ ଅର୍ଥ ଯୋଗାଇ ଦିଆଯିବ। ଏହା ଏକ ସ୍ୱାଗତଯୋଗ୍ୟ ନିଷ୍ପତ୍ତି। ପାଠକମାନଙ୍କ ପାଇଁ ନୂତନ ପୁସ୍ତକ ଓ ପତ୍ରପତ୍ରିକା ଉପଲବ୍ଧ ହେବ। (1172, 425, 1494, 489)
sudoku-cell (1253, 1793, 1286, 1827)
sudoku-odia-logo: ସୁ-ଡୋ-କୁ (1306, 1596, 1496, 1650)
sudoku-mini-cell: 8 (1423, 2033, 1440, 2052)
sudoku-mini-cell: 7 (1457, 2129, 1474, 2148)
sudoku-cell (1187, 1895, 1220, 1929)
sudoku-mini-cell: 4 (1457, 1995, 1474, 2014)
sudoku-mini-cell: 8 (1440, 2129, 1457, 2148)
sudoku-logo-su: su (1194, 1600, 1221, 1624)
sudoku-cell (1187, 1725, 1220, 1759)
sudoku-mini-cell: 7 (1355, 2110, 1372, 2129)
sudoku-yesterday-grid (1320, 1994, 1475, 2168)
sudoku-cell (1253, 1759, 1286, 1793)
sudoku-cell: 7 (1385, 1793, 1418, 1827)
sudoku-row (1187, 1929, 1484, 1963)
star-emblem-icon (1049, 19, 1105, 75)
sudoku-cell (1253, 1691, 1286, 1725)
sudoku-row (1187, 1793, 1484, 1827)
article3-col-2: ପ୍ରମୁଖ ସୁନ୍ନି ସଂଗଠନ ଜମିୟତ ଉଲେମା-ଏ-ପାକିସ୍ତାନ ଏହି ଘଟଣା ବିରୋଧରେ ସ୍ୱର ଉଠାଇଛି। ପାକିସ୍ତାନର ସୁପ୍ରିମକୋର୍ଟ ମଧ୍ୟ ଏ ଦିଗରେ ସରକାରଙ୍କୁ ତାଗିଦ କରିଛନ୍ତି। ୧୯୮୦ ଦଶକରୁ ଏହି ସାମ୍ପ୍ରଦାୟିକ ହିଂସା ଆରମ୍ଭ ହୋଇଥିଲା। ଜିଆ-ଉଲ-ହକଙ୍କ ଶାସନ କାଳରେ ଇସଲାମୀକରଣ ନୀତି ଯୋଗୁଁ ଏହା ବଢ଼ିଥିଲା। ଆଜି ପର୍ଯ୍ୟନ୍ତ ହଜାର ହଜାର ଶିଆ ପ୍ରାଣ ହରାଇଛନ୍ତି। ୨୦୧୨ ମସିହାରେ ୪୦୦ରୁ ଅଧିକ ଶିଆ ମୁସଲମାନଙ୍କ ହତ୍ୟା କରାଯାଇଥିଲା। ୨୦୧୩ ଜାନୁଆରୀରେ କ୍ୱେଟାରେ ହୋଇଥିବା ବିସ୍ଫୋରଣରେ ୧୦୦ରୁ ଅଧିକ ଲୋକ ମୃତ୍ୟୁବରଣ କରିଥିଲେ। (346, 1893, 742, 2006)
sudoku-mini-cell: 1 (1321, 2129, 1338, 2148)
quote-text: ତତ ଅଗ୍ରସ୍ତ ନିର୍ବାଣ ଗୁଣ ଶୁଦ୍ଧ ହୁଏ, ବାଣିଜ୍ୟ ଆଦି ଶିକ୍ଷା ପାଇଲେ ମଣିଷ ସୁଖୀ ଓ ପ୍ରଗତି ଲାଭ ହୋଇଥାଏ ଏବଂ ସମାଜ ଦେହ ତା'ର ସେଥିରେ ବାଧ୍ୟ, ତୁରନ୍ତଃ ଆଜି ସମସ୍ୟାକୁ ଗୁରୁ ହୋଇଥିବ। ଏହାକୁ କେତ ଅବଶ୍ୟ ଦରକାର ଓ ସର୍ବକୀୟ ପ୍ରଯୋଜନ। କିନ୍ତୁ ଅଭଯାତ୍ରୀ ସଂଗଠନରେ ଉପରେ କିଛି ଛୁଟି ରହିବ- ସେଥିରେ ପର୍ଯ୍ୟନ୍ତ ବାଲରେ ମଧ୍ୟ ସେମିତି ଗୋଟିଏ ଅଶାନ୍ତି, ବିକ୍ଷୋଭ ଓ ବିପ୍ଳବ। (357, 12, 913, 51)
sudoku-cell: 5 (1286, 1929, 1319, 1963)
footer-bar (0, 2308, 1500, 2334)
pachisha-label-1: ପଚିଶ ବର୍ଷ (20, 865, 88, 885)
article1-email: ଇମେଲ୍: gandhim@nic.in (1009, 1024, 1156, 1038)
sudoku-mini-cell: 9 (1457, 2033, 1474, 2052)
sudoku-mini-cell: 6 (1389, 2129, 1406, 2148)
